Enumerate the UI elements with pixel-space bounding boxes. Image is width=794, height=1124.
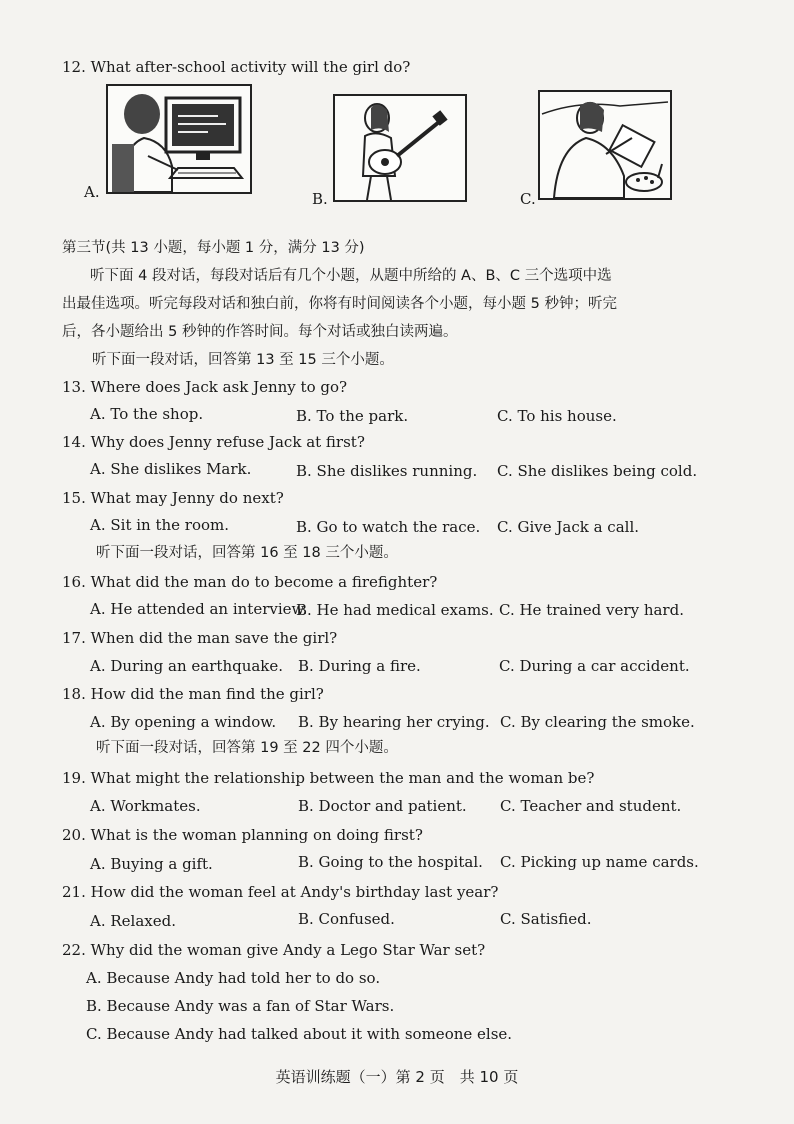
painting-picture: [538, 90, 672, 200]
question-18-option-c: C. By clearing the smoke.: [500, 713, 695, 731]
section-3-instructions-line-3: 后，各小题给出 5 秒钟的作答时间。每个对话或独白读两遍。: [62, 324, 458, 340]
computer-icon: [108, 86, 250, 192]
question-16-title: 16. What did the man do to become a firefighter?: [62, 573, 438, 591]
question-17-option-c: C. During a car accident.: [499, 657, 690, 675]
option-c-label: C.: [520, 190, 536, 208]
question-16-option-a: A. He attended an interview.: [90, 600, 308, 618]
question-21-option-a: A. Relaxed.: [90, 912, 176, 930]
question-15-option-c: C. Give Jack a call.: [497, 518, 640, 536]
question-21-title: 21. How did the woman feel at Andy's birthday last year?: [62, 883, 499, 901]
question-19-title: 19. What might the relationship between the man and the woman be?: [62, 769, 595, 787]
page-footer: 英语训练题（一）第 2 页 共 10 页: [275, 1068, 519, 1086]
question-22-option-c: C. Because Andy had talked about it with someone else.: [86, 1025, 513, 1043]
question-17-option-b: B. During a fire.: [298, 657, 421, 675]
question-14-title: 14. Why does Jenny refuse Jack at first?: [62, 433, 365, 451]
question-17-title: 17. When did the man save the girl?: [62, 629, 338, 647]
question-16-option-b: B. He had medical exams.: [296, 601, 494, 619]
option-b-label: B.: [312, 190, 328, 208]
question-20-option-a: A. Buying a gift.: [90, 855, 213, 873]
question-12-title: 12. What after-school activity will the girl do?: [62, 58, 411, 76]
question-22-title: 22. Why did the woman give Andy a Lego Star War set?: [62, 941, 486, 959]
question-18-title: 18. How did the man find the girl?: [62, 685, 324, 703]
question-16-option-c: C. He trained very hard.: [499, 601, 684, 619]
question-15-title: 15. What may Jenny do next?: [62, 489, 284, 507]
question-13-title: 13. Where does Jack ask Jenny to go?: [62, 378, 348, 396]
question-19-option-b: B. Doctor and patient.: [298, 797, 467, 815]
question-14-option-b: B. She dislikes running.: [296, 462, 478, 480]
question-18-option-b: B. By hearing her crying.: [298, 713, 490, 731]
question-20-option-b: B. Going to the hospital.: [298, 853, 483, 871]
question-19-option-c: C. Teacher and student.: [500, 797, 682, 815]
question-13-option-b: B. To the park.: [296, 407, 409, 425]
question-22-option-b: B. Because Andy was a fan of Star Wars.: [86, 997, 395, 1015]
question-20-title: 20. What is the woman planning on doing first?: [62, 826, 423, 844]
dialogue-2-instruction: 听下面一段对话，回答第 16 至 18 三个小题。: [96, 545, 398, 561]
guitar-icon: [335, 96, 465, 200]
question-17-option-a: A. During an earthquake.: [90, 657, 284, 675]
computer-picture: [106, 84, 252, 194]
section-3-instructions-line-1: 听下面 4 段对话，每段对话后有几个小题，从题中所给的 A、B、C 三个选项中选: [90, 268, 612, 284]
question-22-option-a: A. Because Andy had told her to do so.: [86, 969, 381, 987]
question-21-option-c: C. Satisfied.: [500, 910, 592, 928]
question-20-option-c: C. Picking up name cards.: [500, 853, 699, 871]
guitar-picture: [333, 94, 467, 202]
question-14-option-a: A. She dislikes Mark.: [90, 460, 252, 478]
question-15-option-b: B. Go to watch the race.: [296, 518, 481, 536]
painting-icon: [540, 92, 670, 198]
question-15-option-a: A. Sit in the room.: [90, 516, 230, 534]
question-19-option-a: A. Workmates.: [90, 797, 201, 815]
question-13-option-a: A. To the shop.: [90, 405, 204, 423]
question-14-option-c: C. She dislikes being cold.: [497, 462, 698, 480]
option-a-label: A.: [84, 183, 100, 201]
dialogue-1-instruction: 听下面一段对话，回答第 13 至 15 三个小题。: [92, 352, 394, 368]
section-3-heading: 第三节(共 13 小题，每小题 1 分，满分 13 分): [62, 240, 365, 256]
question-18-option-a: A. By opening a window.: [90, 713, 277, 731]
section-3-instructions-line-2: 出最佳选项。听完每段对话和独白前，你将有时间阅读各个小题，每小题 5 秒钟；听完: [62, 296, 617, 312]
dialogue-3-instruction: 听下面一段对话，回答第 19 至 22 四个小题。: [96, 740, 398, 756]
question-13-option-c: C. To his house.: [497, 407, 617, 425]
question-21-option-b: B. Confused.: [298, 910, 395, 928]
